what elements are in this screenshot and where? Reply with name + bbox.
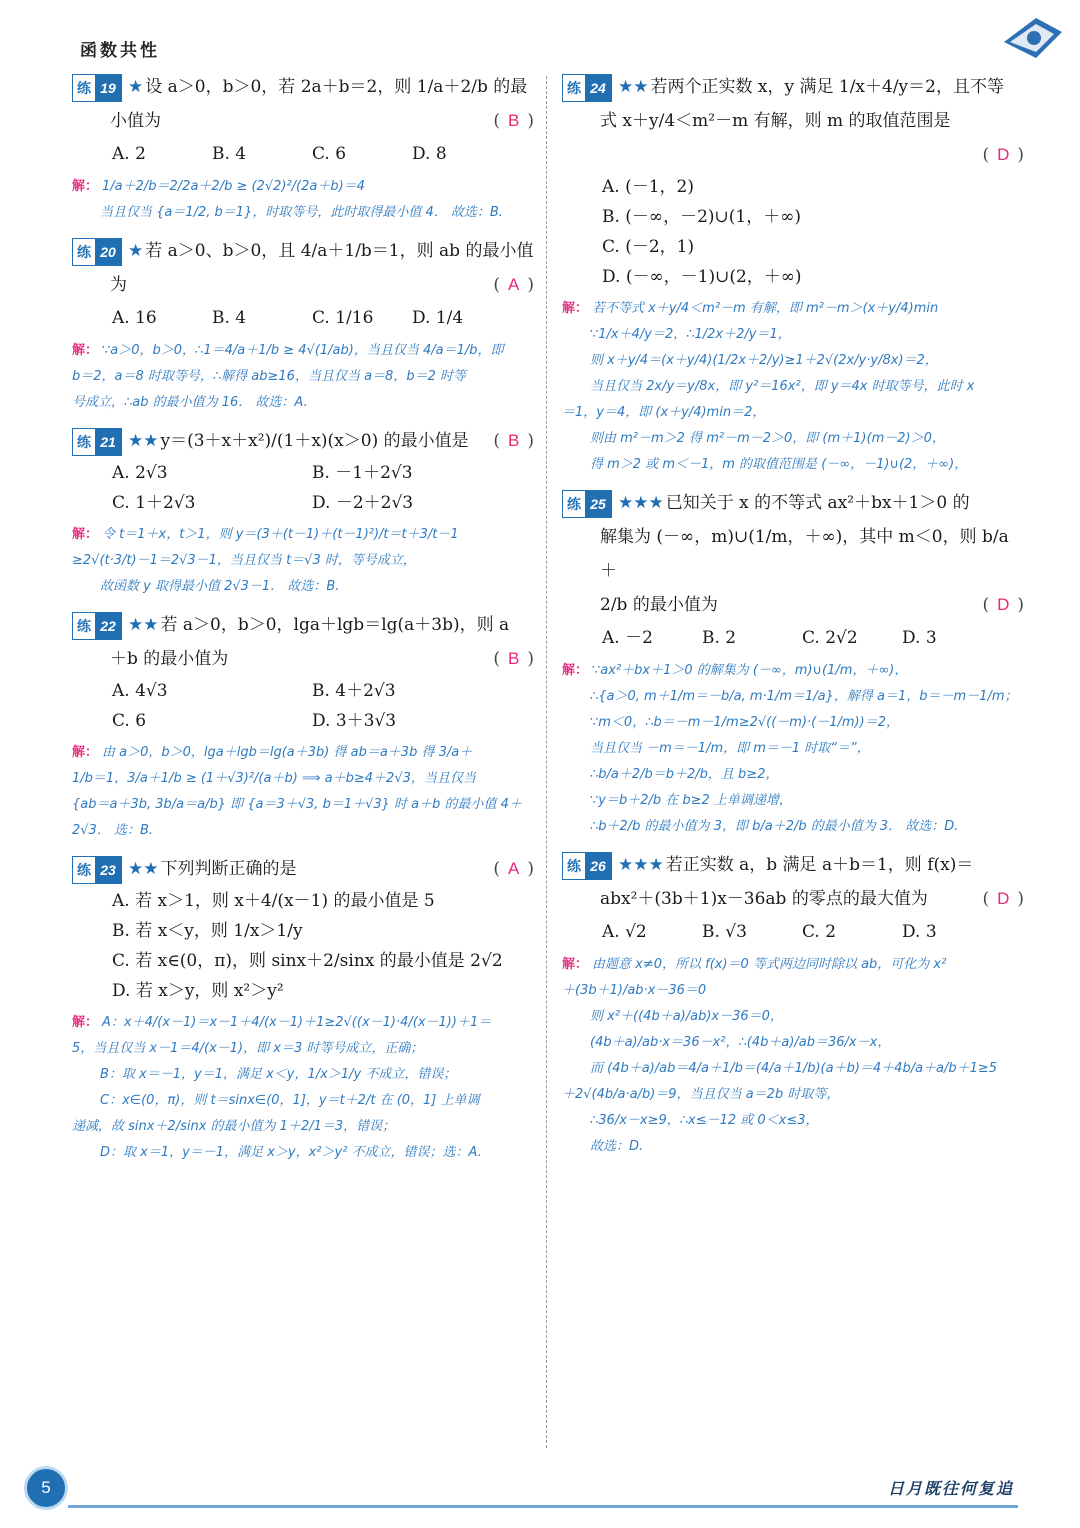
solution (72, 522, 534, 600)
solution-line: ∴36/x－x≥9，∴x≤－12 或 0＜x≤3， (590, 1113, 819, 1128)
solution-line: 5，当且仅当 x－1＝4/(x－1)，即 x＝3 时等号成立，正确； (72, 1041, 424, 1056)
answer-box: ( A ) (493, 275, 534, 295)
problem-tag: 练 25 (562, 490, 612, 518)
solution (562, 296, 1024, 478)
question-stem: 若 a＞0、b＞0，且 4/a＋1/b＝1，则 ab 的最小值 (145, 241, 534, 261)
question-stem-continued: 为 (110, 275, 127, 295)
option-c: C. 2 (802, 922, 837, 942)
options (72, 676, 534, 736)
footer-slogan: 日月既往何复追 (888, 1481, 1015, 1498)
problem-25 (562, 486, 1024, 840)
option-d: D. 8 (412, 144, 447, 164)
difficulty-stars: ★★ (618, 77, 649, 97)
answer-box: ( D ) (982, 145, 1024, 165)
solution-line: 当且仅当 {a＝1/2, b＝1}，时取等号，此时取得最小值 4． 故选：B. (100, 205, 503, 220)
solution-line: ＋2√(4b/a·a/b)＝9，当且仅当 a＝2b 时取等， (562, 1087, 840, 1102)
options (72, 458, 534, 518)
solution-line: 故选：D. (590, 1139, 644, 1154)
options (72, 886, 534, 1006)
right-column (562, 70, 1024, 1168)
solution-line: ∵m＜0，∴b＝－m－1/m≥2√((－m)·(－1/m))＝2， (590, 715, 899, 730)
option-b: B. －1＋2√3 (312, 463, 413, 483)
difficulty-stars: ★★ (128, 431, 159, 451)
solution-line: 1/a＋2/b＝2/2a＋2/b ≥ (2√2)²/(2a＋b)＝4 (102, 179, 365, 194)
page-header-title: 函数共性 (80, 41, 160, 60)
difficulty-stars: ★★ (128, 615, 159, 635)
option-d: D. 3 (902, 922, 937, 942)
solution (72, 174, 534, 226)
solution-line: ∴{a＞0, m＋1/m＝－b/a, m·1/m＝1/a}，解得 a＝1，b＝－m－1/m； (590, 689, 1018, 704)
solution-line: 故函数 y 取得最小值 2√3－1． 故选：B. (100, 579, 340, 594)
problem-tag: 练 24 (562, 74, 612, 102)
solution (72, 338, 534, 416)
answer-box: ( D ) (982, 595, 1024, 615)
option-a: A. 4√3 (112, 681, 168, 701)
option-b: B. √3 (702, 922, 747, 942)
question-stem: 若正实数 a，b 满足 a＋b＝1，则 f(x)＝ (665, 855, 974, 875)
problem-24 (562, 70, 1024, 478)
solution-line: 由题意 x≠0，所以 f(x)＝0 等式两边同时除以 ab，可化为 x² (592, 957, 947, 972)
question-stem: 已知关于 x 的不等式 ax²＋bx＋1＞0 的 (665, 493, 970, 513)
option-c: C. 2√2 (802, 628, 858, 648)
solution-label: 解： (72, 1015, 99, 1030)
solution-line: 递减，故 sinx＋2/sinx 的最小值为 1＋2/1＝3，错误； (72, 1119, 396, 1134)
option-a: A. 16 (112, 308, 157, 328)
option-a: A. (－1，2) (602, 177, 694, 197)
difficulty-stars: ★★ (128, 859, 159, 879)
question-stem-continued: 2/b 的最小值为 (600, 595, 718, 615)
question-stem: 设 a＞0，b＞0，若 2a＋b＝2，则 1/a＋2/b 的最 (145, 77, 528, 97)
problem-22 (72, 608, 534, 844)
solution-line: 号成立，∴ab 的最小值为 16． 故选：A. (72, 395, 308, 410)
option-a: A. √2 (602, 922, 647, 942)
difficulty-stars: ★ (128, 77, 144, 97)
question-stem: 若两个正实数 x，y 满足 1/x＋4/y＝2，且不等 (650, 77, 1004, 97)
option-c: C. 1＋2√3 (112, 493, 196, 513)
solution-line: ∴b/a＋2/b＝b＋2/b，且 b≥2， (590, 767, 779, 782)
problem-23 (72, 852, 534, 1166)
solution-label: 解： (72, 343, 99, 358)
question-stem: 下列判断正确的是 (160, 859, 297, 879)
option-c: C. 若 x∈(0，π)，则 sinx＋2/sinx 的最小值是 2√2 (112, 951, 503, 971)
solution-line: D：取 x＝1，y＝－1，满足 x＞y，x²＞y² 不成立，错误；选：A. (100, 1145, 482, 1160)
problem-20 (72, 234, 534, 416)
option-b: B. (－∞，－2)∪(1，＋∞) (602, 207, 802, 227)
solution-line: 若不等式 x＋y/4＜m²－m 有解，即 m²－m＞(x＋y/4)min (592, 301, 939, 316)
question-stem-continued: ＋b 的最小值为 (110, 649, 229, 669)
question-stem-continued: 式 x＋y/4＜m²－m 有解，则 m 的取值范围是 (600, 111, 951, 131)
column-divider (546, 76, 547, 1448)
option-b: B. 2 (702, 628, 737, 648)
solution-line: 则 x²＋((4b＋a)/ab)x－36＝0， (590, 1009, 783, 1024)
option-b: B. 4 (212, 144, 247, 164)
solution-line: A：x＋4/(x－1)＝x－1＋4/(x－1)＋1≥2√((x－1)·4/(x－1))＋1＝ (102, 1015, 492, 1030)
solution-line: 令 t＝1＋x，t＞1，则 y＝(3＋(t－1)＋(t－1)²)/t＝t＋3/t－1 (102, 527, 459, 542)
problem-21 (72, 424, 534, 600)
options (562, 172, 1024, 292)
corner-logo-icon (996, 10, 1066, 70)
option-d: D. (－∞，－1)∪(2，＋∞) (602, 267, 802, 287)
problem-tag: 练 19 (72, 74, 122, 102)
option-d: D. 若 x＞y，则 x²＞y² (112, 981, 284, 1001)
options (72, 302, 534, 334)
solution-line: ≥2√(t·3/t)－1＝2√3－1，当且仅当 t＝√3 时，等号成立， (72, 553, 416, 568)
question-stem: y＝(3＋x＋x²)/(1＋x)(x＞0) 的最小值是 (160, 431, 469, 451)
solution-line: C：x∈(0，π)，则 t＝sinx∈(0，1]，y＝t＋2/t 在 (0，1] 上单调 (100, 1093, 480, 1108)
options (72, 138, 534, 170)
solution-label: 解： (72, 179, 99, 194)
option-a: A. 若 x＞1，则 x＋4/(x－1) 的最小值是 5 (112, 891, 435, 911)
difficulty-stars: ★ (128, 241, 144, 261)
solution-line: 1/b＝1，3/a＋1/b ≥ (1＋√3)²/(a＋b) ⟹ a＋b≥4＋2√3，当且仅当 (72, 771, 476, 786)
problem-tag: 练 20 (72, 238, 122, 266)
question-stem-continued: 解集为 (－∞，m)∪(1/m，＋∞)，其中 m＜0，则 b/a＋ (600, 527, 1009, 581)
solution-line: {ab＝a＋3b, 3b/a＝a/b} 即 {a＝3＋√3, b＝1＋√3} 时 a＋b 的最小值 4＋2√3． 选：B. (72, 797, 522, 838)
solution (562, 658, 1024, 840)
question-stem-continued: 小值为 (110, 111, 161, 131)
solution-line: ∵1/x＋4/y＝2，∴1/2x＋2/y＝1， (590, 327, 791, 342)
solution-label: 解： (562, 301, 589, 316)
solution-line: (4b＋a)/ab·x＝36－x²，∴(4b＋a)/ab＝36/x－x， (590, 1035, 891, 1050)
option-c: C. 6 (112, 711, 147, 731)
problem-tag: 练 21 (72, 428, 122, 456)
solution-label: 解： (562, 663, 589, 678)
solution-line: ∴b＋2/b 的最小值为 3，即 b/a＋2/b 的最小值为 3． 故选：D. (590, 819, 959, 834)
option-c: C. (－2，1) (602, 237, 695, 257)
solution-line: 而 (4b＋a)/ab＝4/a＋1/b＝(4/a＋1/b)(a＋b)＝4＋4b/a＋a/b＋1≥5 (590, 1061, 998, 1076)
answer-box: ( B ) (493, 649, 534, 669)
solution-label: 解： (562, 957, 589, 972)
answer-box: ( B ) (493, 431, 534, 451)
option-c: C. 6 (312, 144, 347, 164)
options (562, 916, 1024, 948)
problem-19 (72, 70, 534, 226)
solution-line: 由 a＞0，b＞0，lga＋lgb＝lg(a＋3b) 得 ab＝a＋3b 得 3/a＋ (102, 745, 473, 760)
solution-label: 解： (72, 527, 99, 542)
options (562, 622, 1024, 654)
solution (562, 952, 1024, 1160)
solution-label: 解： (72, 745, 99, 760)
left-column (72, 70, 534, 1174)
solution-line: ∵y＝b＋2/b 在 b≥2 上单调递增， (590, 793, 792, 808)
solution-line: 当且仅当 2x/y＝y/8x，即 y²＝16x²，即 y＝4x 时取等号，此时 x (590, 379, 975, 394)
option-b: B. 4 (212, 308, 247, 328)
difficulty-stars: ★★★ (618, 855, 664, 875)
option-a: A. 2 (112, 144, 146, 164)
solution-line: B：取 x＝－1，y＝1，满足 x＜y，1/x＞1/y 不成立，错误； (100, 1067, 457, 1082)
footer-rule (68, 1505, 1018, 1508)
option-d: D. －2＋2√3 (312, 493, 414, 513)
problem-26 (562, 848, 1024, 1160)
answer-box: ( A ) (493, 859, 534, 879)
option-b: B. 若 x＜y，则 1/x＞1/y (112, 921, 303, 941)
solution-line: ＝1，y＝4，即 (x＋y/4)min＝2， (562, 405, 766, 420)
option-a: A. 2√3 (112, 463, 168, 483)
solution-line: 当且仅当 －m＝－1/m，即 m＝－1 时取“＝”， (590, 741, 870, 756)
question-stem-continued: abx²＋(3b＋1)x－36ab 的零点的最大值为 (600, 889, 928, 909)
solution-line: b＝2，a＝8 时取等号，∴解得 ab≥16，当且仅当 a＝8，b＝2 时等 (72, 369, 466, 384)
solution-line: 则由 m²－m＞2 得 m²－m－2＞0，即 (m＋1)(m－2)＞0， (590, 431, 945, 446)
answer-box: ( B ) (493, 111, 534, 131)
option-b: B. 4＋2√3 (312, 681, 396, 701)
option-a: A. －2 (602, 628, 653, 648)
solution (72, 1010, 534, 1166)
solution-line: ∵a＞0，b＞0，∴1＝4/a＋1/b ≥ 4√(1/ab)，当且仅当 4/a＝1/b，即 (102, 343, 504, 358)
question-stem: 若 a＞0，b＞0，lga＋lgb＝lg(a＋3b)，则 a (160, 615, 510, 635)
option-c: C. 1/16 (312, 308, 374, 328)
option-d: D. 3＋3√3 (312, 711, 397, 731)
problem-tag: 练 22 (72, 612, 122, 640)
solution-line: ＋(3b＋1)/ab·x－36＝0 (562, 983, 707, 998)
problem-tag: 练 26 (562, 852, 612, 880)
answer-box: ( D ) (982, 889, 1024, 909)
problem-tag: 练 23 (72, 856, 122, 884)
solution-line: ∵ax²＋bx＋1＞0 的解集为 (－∞，m)∪(1/m，＋∞)， (592, 663, 908, 678)
solution-line: 则 x＋y/4＝(x＋y/4)(1/2x＋2/y)≥1＋2√(2x/y·y/8x)＝2， (590, 353, 938, 368)
solution-line: 得 m＞2 或 m＜－1，m 的取值范围是 (－∞，－1)∪(2，＋∞)， (590, 457, 968, 472)
solution (72, 740, 534, 844)
difficulty-stars: ★★★ (618, 493, 664, 513)
page-number: 5 (24, 1466, 68, 1510)
option-d: D. 1/4 (412, 308, 464, 328)
option-d: D. 3 (902, 628, 937, 648)
